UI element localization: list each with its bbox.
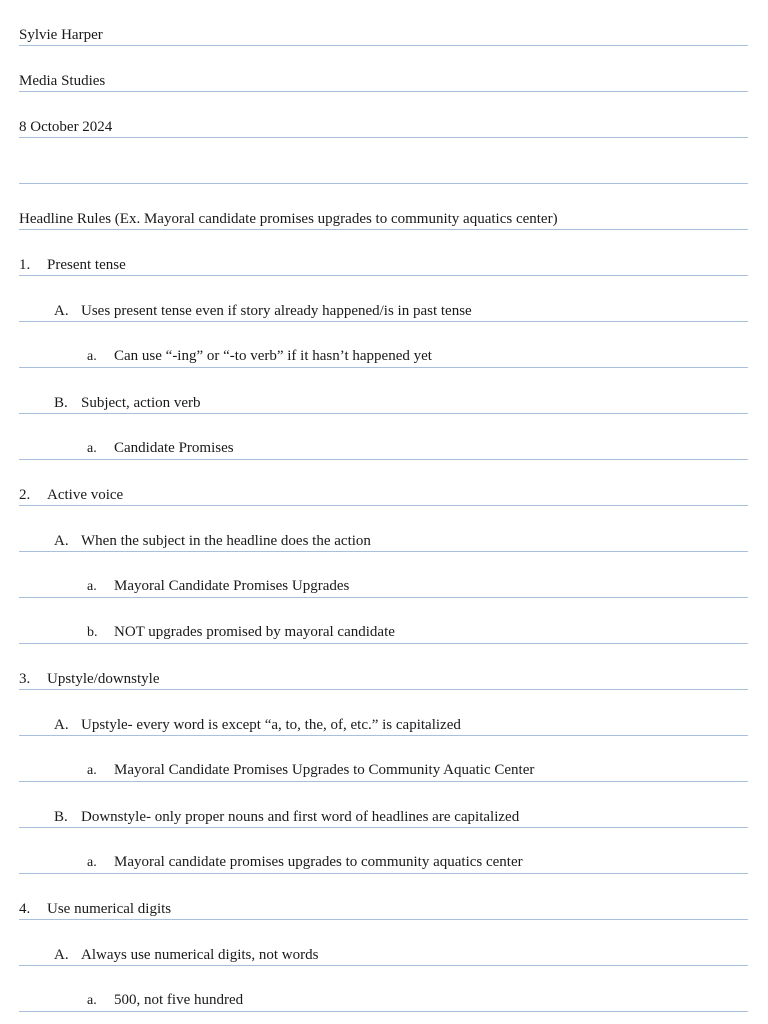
blank-line bbox=[19, 138, 748, 184]
outline-item bbox=[19, 828, 748, 874]
outline-item bbox=[19, 460, 748, 506]
list-marker: a. bbox=[87, 349, 97, 364]
list-marker: A. bbox=[54, 717, 69, 733]
outline-item bbox=[19, 966, 748, 1012]
outline-item bbox=[19, 690, 748, 736]
list-item-text: Upstyle- every word is except “a, to, the, of, etc.” is capitalized bbox=[81, 717, 461, 733]
outline-item bbox=[19, 368, 748, 414]
outline-item bbox=[19, 598, 748, 644]
list-marker: a. bbox=[87, 993, 97, 1008]
list-marker: A. bbox=[54, 303, 69, 319]
list-item-text: Present tense bbox=[47, 257, 126, 273]
document-date: 8 October 2024 bbox=[19, 119, 113, 135]
outline-item bbox=[19, 782, 748, 828]
outline-item bbox=[19, 276, 748, 322]
list-item-text: Uses present tense even if story already happened/is in past tense bbox=[81, 303, 472, 319]
list-item-text: NOT upgrades promised by mayoral candidate bbox=[114, 624, 395, 640]
outline-item bbox=[19, 230, 748, 276]
list-marker: 2. bbox=[19, 487, 31, 503]
list-marker: B. bbox=[54, 395, 68, 411]
list-marker: a. bbox=[87, 441, 97, 456]
title-line bbox=[19, 184, 748, 230]
outline-item bbox=[19, 552, 748, 598]
list-marker: a. bbox=[87, 763, 97, 778]
list-marker: 1. bbox=[19, 257, 31, 273]
list-marker: B. bbox=[54, 809, 68, 825]
author-name: Sylvie Harper bbox=[19, 27, 103, 43]
date-line bbox=[19, 92, 748, 138]
list-marker: A. bbox=[54, 533, 69, 549]
list-item-text: Candidate Promises bbox=[114, 440, 234, 456]
outline-item bbox=[19, 644, 748, 690]
outline-item bbox=[19, 874, 748, 920]
list-item-text: Always use numerical digits, not words bbox=[81, 947, 319, 963]
author-line bbox=[19, 0, 748, 46]
document-title: Headline Rules (Ex. Mayoral candidate promises upgrades to community aquatics center) bbox=[19, 211, 558, 227]
outline-item bbox=[19, 322, 748, 368]
outline-item bbox=[19, 506, 748, 552]
outline-item bbox=[19, 736, 748, 782]
list-item-text: Use numerical digits bbox=[47, 901, 172, 917]
list-item-text: Can use “-ing” or “-to verb” if it hasn’t happened yet bbox=[114, 348, 432, 364]
course-line bbox=[19, 46, 748, 92]
list-marker: A. bbox=[54, 947, 69, 963]
list-item-text: Mayoral Candidate Promises Upgrades to Community Aquatic Center bbox=[114, 762, 535, 778]
list-item-text: Subject, action verb bbox=[81, 395, 201, 411]
list-item-text: Mayoral candidate promises upgrades to community aquatics center bbox=[114, 854, 523, 870]
list-marker: 4. bbox=[19, 901, 31, 917]
list-item-text: Mayoral Candidate Promises Upgrades bbox=[114, 578, 350, 594]
list-item-text: 500, not five hundred bbox=[114, 992, 244, 1008]
list-item-text: When the subject in the headline does the action bbox=[81, 533, 371, 549]
list-item-text: Upstyle/downstyle bbox=[47, 671, 160, 687]
course-name: Media Studies bbox=[19, 73, 106, 89]
list-marker: 3. bbox=[19, 671, 31, 687]
outline-item bbox=[19, 920, 748, 966]
list-marker: a. bbox=[87, 579, 97, 594]
list-marker: b. bbox=[87, 625, 98, 640]
list-marker: a. bbox=[87, 855, 97, 870]
outline-item bbox=[19, 414, 748, 460]
list-item-text: Active voice bbox=[47, 487, 124, 503]
list-item-text: Downstyle- only proper nouns and first word of headlines are capitalized bbox=[81, 809, 520, 825]
